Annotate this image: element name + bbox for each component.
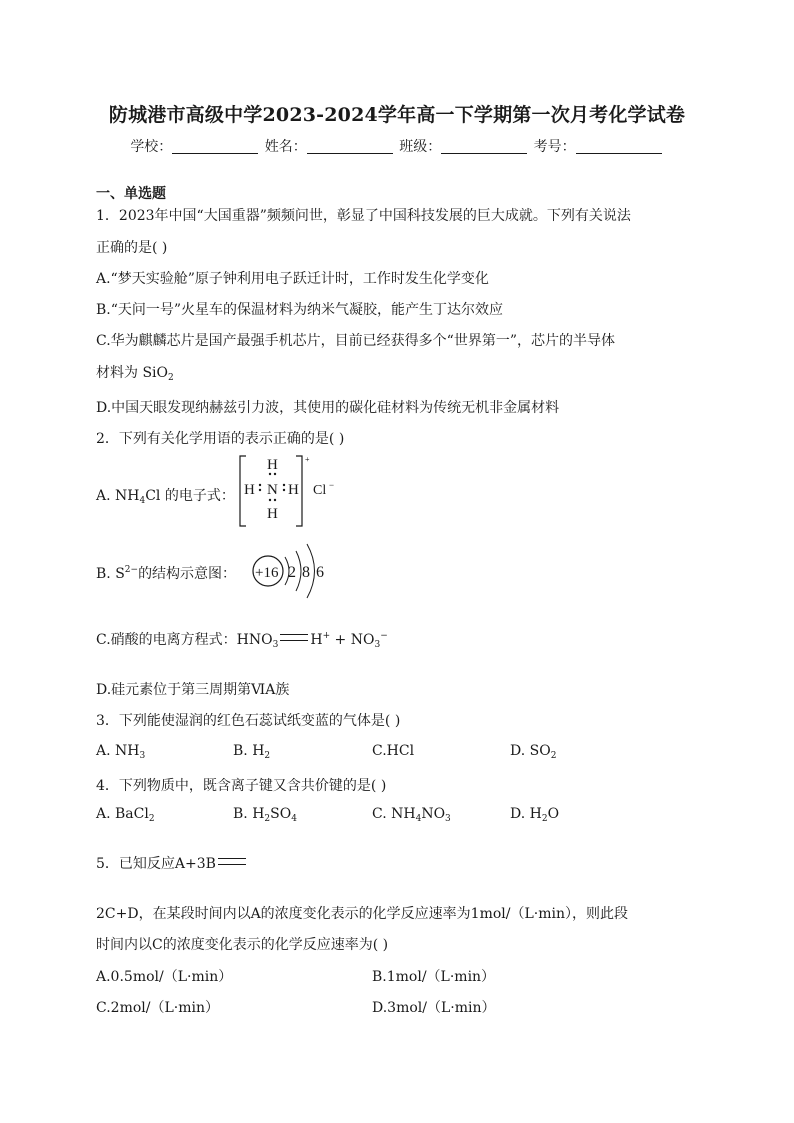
q2-option-c (96, 629, 388, 649)
q5-option-d: D.3mol/（L·min） (372, 1000, 496, 1016)
exam-title: 防城港市高级中学2023-2024学年高一下学期第一次月考化学试卷 (108, 104, 686, 126)
q5-stem-line2: 2C+D，在某段时间内以A的浓度变化表示的化学反应速率为1mol/（L·min），则此段 (96, 906, 629, 922)
q4-a-text: A. BaCl (96, 806, 149, 822)
q1-option-d: D.中国天眼发现纳赫兹引力波，其使用的碳化硅材料为传统无机非金属材料 (96, 400, 560, 416)
sulfide-structure-diagram (246, 540, 336, 602)
q4-c-text1: C. NH (372, 806, 416, 822)
q4-c-sub1: 4 (415, 814, 422, 824)
q2-c-sub2: 3 (374, 640, 381, 650)
q1-option-b: B.“天问一号”火星车的保温材料为纳米气凝胶，能产生丁达尔效应 (96, 302, 504, 318)
q3-b-text: B. H (233, 743, 265, 759)
q4-option-a (96, 806, 155, 822)
q3-stem: 3．下列能使湿润的红色石蕊试纸变蓝的气体是( ) (96, 713, 401, 729)
q4-b-sub1: 2 (264, 814, 271, 824)
ammonium-charge: + (305, 455, 310, 464)
reaction-equals-sign (218, 858, 246, 865)
q3-a-sub: 3 (139, 751, 146, 761)
exam-no-label: 考号： (533, 139, 576, 155)
q4-option-c (372, 806, 451, 822)
q3-d-sub: 2 (550, 751, 557, 761)
q4-d-text1: D. H (510, 806, 542, 822)
q1-stem-line1: 1．2023年中国“大国重器”频频问世，彰显了中国科技发展的巨大成就。下列有关说法 (96, 208, 631, 224)
q2-option-a (96, 485, 235, 505)
q4-d-sub: 2 (541, 814, 548, 824)
q4-d-text2: O (547, 806, 560, 822)
h-left: H (244, 482, 255, 498)
q4-c-sub2: 3 (445, 814, 451, 824)
q3-option-d (510, 743, 556, 759)
name-blank (307, 139, 393, 154)
q3-option-c: C.HCl (372, 743, 415, 759)
h-right: H (288, 482, 299, 498)
q2-option-d: D.硅元素位于第三周期第ⅥA族 (96, 682, 290, 698)
equals-sign (280, 634, 308, 641)
school-label: 学校： (130, 139, 173, 155)
q3-a-text: A. NH (96, 743, 140, 759)
q2-b-charge: 2− (124, 565, 139, 575)
q5-stem-line3: 时间内以C的浓度变化表示的化学反应速率为( ) (96, 937, 389, 953)
q3-b-sub: 2 (264, 751, 271, 761)
q1-option-c-line2 (96, 362, 174, 382)
shell-2-electrons: 8 (302, 564, 310, 581)
q2-option-b (96, 563, 236, 583)
q5-option-c: C.2mol/（L·min） (96, 1000, 219, 1016)
q3-option-b (233, 743, 270, 759)
q2-a-sub: 4 (139, 496, 146, 506)
q2-b-suffix: 的结构示意图： (138, 566, 237, 582)
q4-c-text2: NO (421, 806, 446, 822)
section-heading: 一、单选题 (96, 186, 166, 202)
q4-b-text1: B. H (233, 806, 265, 822)
q4-option-d (510, 806, 559, 822)
chloride: Cl (313, 483, 327, 498)
q4-option-b (233, 806, 297, 822)
q2-stem: 2．下列有关化学用语的表示正确的是( ) (96, 431, 345, 447)
student-info-row (0, 136, 794, 156)
q4-stem: 4．下列物质中，既含离子键又含共价键的是( ) (96, 778, 387, 794)
q5-reaction-lhs: 5．已知反应A+3B (96, 856, 216, 872)
q2-c-no3-charge: − (380, 631, 388, 641)
class-blank (441, 139, 527, 154)
q3-option-a (96, 743, 145, 759)
name-label: 姓名： (264, 139, 307, 155)
q2-c-h: H (310, 632, 323, 648)
q5-option-b: B.1mol/（L·min） (372, 969, 496, 985)
q5-option-a: A.0.5mol/（L·min） (96, 969, 233, 985)
h-top: H (267, 457, 278, 473)
q2-a-suffix: Cl 的电子式： (145, 488, 235, 504)
chloride-charge: − (329, 480, 335, 490)
q1-c-formula: 材料为 SiO (96, 365, 168, 381)
q2-a-formula: A. NH (96, 488, 140, 504)
q1-stem-line2: 正确的是( ) (96, 240, 168, 256)
h-bottom: H (267, 506, 278, 522)
q1-option-a: A.“梦天实验舱”原子钟利用电子跃迁计时，工作时发生化学变化 (96, 271, 489, 287)
q4-b-sub2: 4 (291, 814, 297, 824)
shell-1-electrons: 2 (288, 564, 296, 581)
q4-b-text2: SO (270, 806, 292, 822)
q2-c-no3: + NO (330, 632, 375, 648)
q3-d-text: D. SO (510, 743, 551, 759)
q2-c-h-charge: + (322, 631, 331, 641)
q1-option-c-line1: C.华为麒麟芯片是国产最强手机芯片，目前已经获得多个“世界第一”，芯片的半导体 (96, 333, 615, 349)
n-center: N (267, 482, 278, 498)
q1-c-subscript: 2 (168, 373, 174, 383)
school-blank (172, 139, 258, 154)
nucleus-charge: +16 (255, 565, 279, 581)
ammonium-electron-formula (236, 452, 346, 532)
q4-a-sub: 2 (148, 814, 155, 824)
q2-c-lhs: C.硝酸的电离方程式：HNO (96, 632, 273, 648)
shell-3-electrons: 6 (316, 564, 324, 581)
exam-no-blank (576, 139, 662, 154)
q2-c-sub1: 3 (272, 640, 279, 650)
q2-b-symbol: B. S (96, 566, 125, 582)
class-label: 班级： (399, 139, 442, 155)
q5-stem-line1 (96, 853, 248, 873)
